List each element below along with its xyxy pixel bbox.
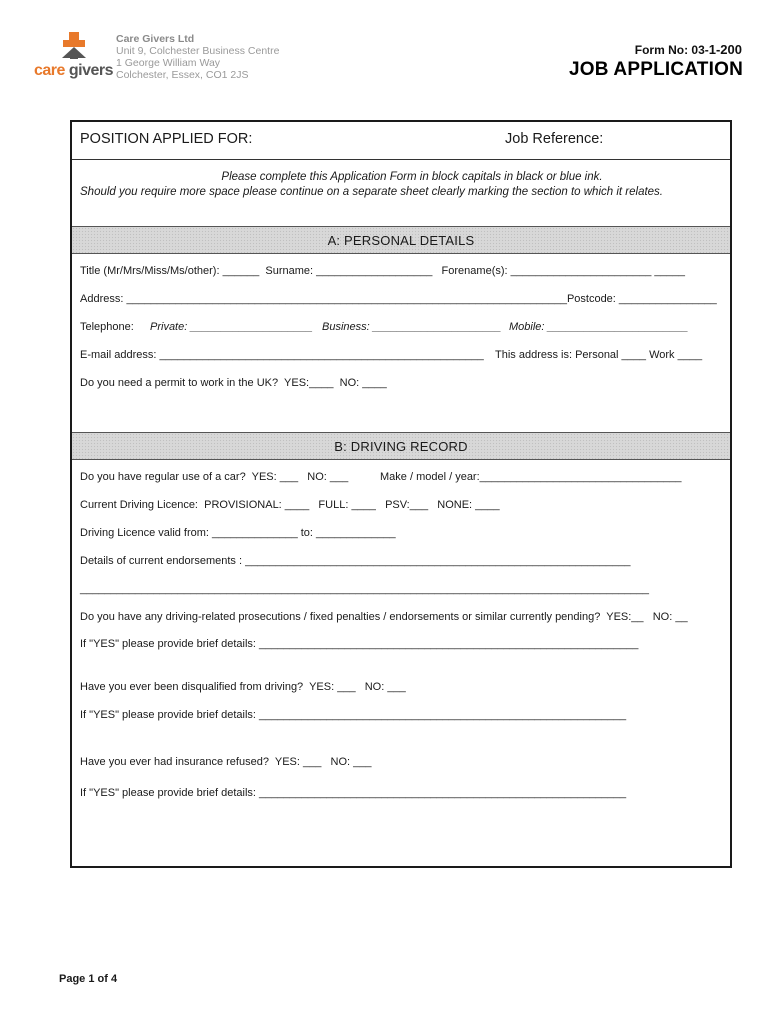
- prosecutions-question[interactable]: Do you have any driving-related prosecutions / fixed penalties / endorsements or similar currently pending? YES:__ NO: __: [80, 611, 688, 623]
- address-postcode-fields[interactable]: Address: ________________________________________________________________________Postcode: ________________: [80, 293, 717, 305]
- form-number-value: 1-200: [708, 42, 742, 57]
- prosecutions-details-field[interactable]: If "YES" please provide brief details: ______________________________________________________________: [80, 638, 639, 650]
- insurance-refused-question[interactable]: Have you ever had insurance refused? YES: ___ NO: ___: [80, 756, 372, 768]
- document-title: JOB APPLICATION: [568, 59, 743, 80]
- form-number: [635, 42, 742, 57]
- email-field[interactable]: E-mail address: _____________________________________________________: [80, 349, 484, 361]
- company-logo: [34, 32, 114, 82]
- page-number: Page 1 of 4: [59, 973, 118, 985]
- section-b-header: B: DRIVING RECORD: [72, 432, 730, 460]
- logo-wordmark: [34, 62, 113, 80]
- email-type-field[interactable]: This address is: Personal ____ Work ____: [495, 349, 703, 361]
- disqualified-details-field[interactable]: If "YES" please provide brief details: ____________________________________________________________: [80, 709, 627, 721]
- house-arrow-icon: [60, 32, 88, 60]
- instructions-line-1: Please complete this Application Form in block capitals in black or blue ink.: [221, 171, 603, 183]
- licence-type-question[interactable]: Current Driving Licence: PROVISIONAL: ____ FULL: ____ PSV:___ NONE: ____: [80, 499, 500, 511]
- application-form: [70, 120, 732, 868]
- telephone-label: Telephone:: [80, 321, 134, 333]
- mobile-phone-field[interactable]: Mobile: _______________________: [509, 321, 689, 333]
- work-permit-question[interactable]: Do you need a permit to work in the UK? YES:____ NO: ____: [80, 377, 387, 389]
- insurance-details-field[interactable]: If "YES" please provide brief details: ____________________________________________________________: [80, 787, 627, 799]
- company-name: Care Givers Ltd: [116, 33, 195, 45]
- position-applied-label: POSITION APPLIED FOR:: [80, 131, 253, 147]
- job-reference-label: Job Reference:: [505, 131, 604, 147]
- instructions-line-2: Should you require more space please continue on a separate sheet clearly marking the section to which it relates.: [80, 186, 663, 198]
- section-a-header: A: PERSONAL DETAILS: [72, 226, 730, 254]
- form-number-label: Form No: 03-: [634, 43, 709, 57]
- logo-text-care: care: [34, 62, 65, 79]
- position-row: [72, 122, 730, 160]
- licence-validity-field[interactable]: Driving Licence valid from: ______________ to: _____________: [80, 527, 396, 539]
- logo-text-givers: givers: [68, 62, 114, 79]
- car-make-model-field[interactable]: Make / model / year:_________________________________: [380, 471, 682, 483]
- address-line-1: Unit 9, Colchester Business Centre: [116, 45, 280, 57]
- private-phone-field[interactable]: Private: ____________________: [150, 321, 313, 333]
- car-use-question[interactable]: Do you have regular use of a car? YES: ___ NO: ___: [80, 471, 349, 483]
- disqualified-question[interactable]: Have you ever been disqualified from driving? YES: ___ NO: ___: [80, 681, 406, 693]
- instructions: [72, 170, 730, 200]
- endorsements-field[interactable]: Details of current endorsements : _______________________________________________________________: [80, 555, 631, 567]
- title-surname-forename-fields[interactable]: Title (Mr/Mrs/Miss/Ms/other): ______ Surname: ___________________ Forename(s): _______________________ _____: [80, 265, 685, 277]
- company-address-block: [116, 33, 279, 81]
- address-line-3: Colchester, Essex, CO1 2JS: [116, 69, 249, 81]
- business-phone-field[interactable]: Business: _____________________: [322, 321, 502, 333]
- address-line-2: 1 George William Way: [116, 57, 221, 69]
- endorsements-continuation[interactable]: _____________________________________________________________________________________________: [80, 583, 649, 595]
